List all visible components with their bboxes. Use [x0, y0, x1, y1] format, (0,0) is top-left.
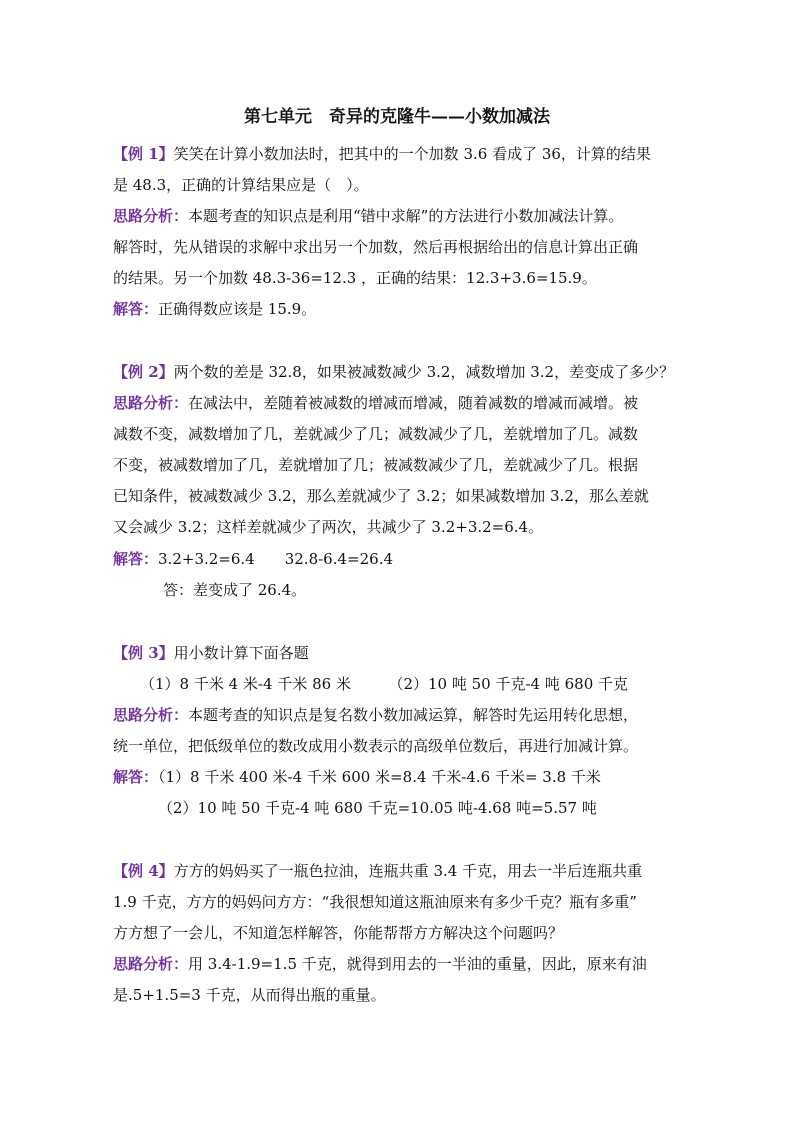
- example-2-analysis-line-2: 减数不变，减数增加了几，差就减少了几；减数减少了几，差就增加了几。减数: [113, 425, 639, 443]
- example-3-answer-line-1: 解答：（1）8 千米 400 米-4 千米 600 米=8.4 千米-4.6 千米= 3.8 千米: [113, 768, 601, 786]
- example-2-answer-line-2: 答：差变成了 26.4。: [163, 581, 307, 599]
- example-2-analysis-line-1: 思路分析：在减法中，差随着被减数的增减而增减，随着减数的增减而减增。被: [113, 394, 639, 412]
- example-3-question-line-2: （1）8 千米 4 米-4 千米 86 米 （2）10 吨 50 千克-4 吨 680 千克: [140, 675, 629, 693]
- example-2-question-line-1: 【例 2】两个数的差是 32.8，如果被减数减少 3.2，减数增加 3.2，差变成了多少？: [113, 363, 675, 381]
- page-title: 第七单元 奇异的克隆牛——小数加减法: [244, 107, 550, 127]
- example-1-question-line-1: 【例 1】笑笑在计算小数加法时，把其中的一个加数 3.6 看成了 36，计算的结果: [113, 145, 651, 163]
- example-2-answer-line-1: 解答：3.2+3.2=6.4 32.8-6.4=26.4: [113, 550, 394, 568]
- example-3-tag: 【例 3】: [113, 644, 174, 662]
- example-2-analysis-line-5: 又会减少 3.2；这样差就减少了两次，共减少了 3.2+3.2=6.4。: [113, 518, 544, 536]
- example-3-answer-label: 解答：: [113, 768, 159, 786]
- example-1-analysis-line-3: 的结果。另一个加数 48.3-36=12.3 ，正确的结果：12.3+3.6=15.9。: [113, 269, 597, 287]
- example-1-analysis-label: 思路分析：: [113, 207, 189, 225]
- example-4-question-line-3: 方方想了一会儿，不知道怎样解答，你能帮帮方方解决这个问题吗？: [113, 924, 564, 942]
- example-1-analysis-line-2: 解答时，先从错误的求解中求出另一个加数，然后再根据给出的信息计算出正确: [113, 238, 639, 256]
- example-1-tag: 【例 1】: [113, 145, 174, 163]
- example-1-analysis-line-1: 思路分析：本题考查的知识点是利用“错中求解”的方法进行小数加减法计算。: [113, 207, 624, 225]
- example-3-analysis-line-2: 统一单位，把低级单位的数改成用小数表示的高级单位数后，再进行加减计算。: [113, 737, 639, 755]
- example-1-answer-label: 解答：: [113, 300, 159, 318]
- example-2-tag: 【例 2】: [113, 363, 174, 381]
- example-3-answer-line-2: （2）10 吨 50 千克-4 吨 680 千克=10.05 吨-4.68 吨=5.57 吨: [158, 799, 597, 817]
- example-2-analysis-line-3: 不变，被减数增加了几，差就增加了几；被减数减少了几，差就减少了几。根据: [113, 456, 639, 474]
- example-4-tag: 【例 4】: [113, 862, 174, 880]
- example-2-analysis-line-4: 已知条件，被减数减少 3.2，那么差就减少了 3.2；如果减数增加 3.2，那么差就: [113, 487, 649, 505]
- example-3-question-line-1: 【例 3】用小数计算下面各题: [113, 644, 309, 662]
- example-4-analysis-line-2: 是.5+1.5=3 千克，从而得出瓶的重量。: [113, 986, 386, 1004]
- example-4-analysis-line-1: 思路分析：用 3.4-1.9=1.5 千克，就得到用去的一半油的重量，因此，原来有油: [113, 955, 647, 973]
- example-1-answer-line-1: 解答：正确得数应该是 15.9。: [113, 300, 317, 318]
- example-4-analysis-label: 思路分析：: [113, 955, 189, 973]
- example-1-question-line-2: 是 48.3，正确的计算结果应是（ ）。: [113, 176, 369, 194]
- example-4-question-line-2: 1.9 千克，方方的妈妈问方方：“我很想知道这瓶油原来有多少千克？瓶有多重”: [113, 893, 637, 911]
- example-3-analysis-line-1: 思路分析：本题考查的知识点是复名数小数加减运算，解答时先运用转化思想，: [113, 706, 639, 724]
- example-2-analysis-label: 思路分析：: [113, 394, 189, 412]
- example-4-question-line-1: 【例 4】方方的妈妈买了一瓶色拉油，连瓶共重 3.4 千克，用去一半后连瓶共重: [113, 862, 643, 880]
- example-3-analysis-label: 思路分析：: [113, 706, 189, 724]
- example-2-answer-label: 解答：: [113, 550, 159, 568]
